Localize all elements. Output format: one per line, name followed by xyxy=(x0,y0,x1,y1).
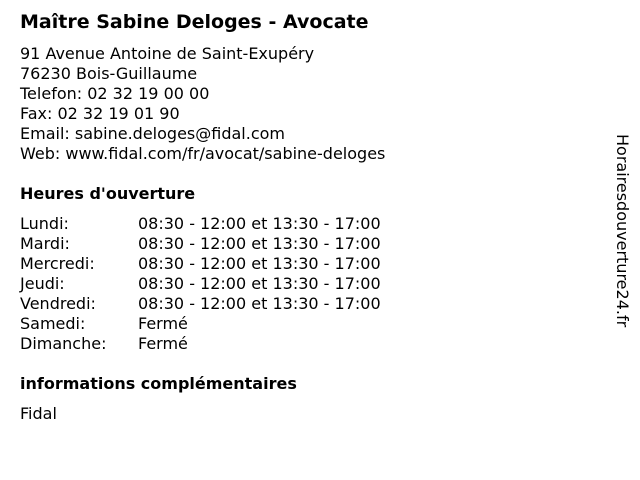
hours-row-monday xyxy=(20,214,381,234)
hours-row-thursday xyxy=(20,274,381,294)
site-watermark: Horairesdouverture24.fr xyxy=(613,134,632,328)
hours-value: 08:30 - 12:00 et 13:30 - 17:00 xyxy=(138,214,381,233)
fax-number: Fax: 02 32 19 01 90 xyxy=(20,104,180,123)
opening-hours-table xyxy=(20,214,381,354)
day-label: Mercredi: xyxy=(20,254,95,273)
address-line-2: 76230 Bois-Guillaume xyxy=(20,64,198,83)
additional-info-text: Fidal xyxy=(20,404,57,423)
day-label: Dimanche: xyxy=(20,334,107,353)
hours-value: 08:30 - 12:00 et 13:30 - 17:00 xyxy=(138,254,381,273)
hours-row-friday xyxy=(20,294,381,314)
hours-value: Fermé xyxy=(138,334,188,353)
website-url: Web: www.fidal.com/fr/avocat/sabine-deloges xyxy=(20,144,386,163)
phone-number: Telefon: 02 32 19 00 00 xyxy=(20,84,210,103)
address-line-1: 91 Avenue Antoine de Saint-Exupéry xyxy=(20,44,315,63)
contact-block xyxy=(20,44,385,164)
hours-value: 08:30 - 12:00 et 13:30 - 17:00 xyxy=(138,294,381,313)
hours-value: 08:30 - 12:00 et 13:30 - 17:00 xyxy=(138,274,381,293)
opening-hours-heading: Heures d'ouverture xyxy=(20,184,196,203)
email-address: Email: sabine.deloges@fidal.com xyxy=(20,124,285,143)
day-label: Samedi: xyxy=(20,314,86,333)
hours-row-tuesday xyxy=(20,234,381,254)
hours-value: 08:30 - 12:00 et 13:30 - 17:00 xyxy=(138,234,381,253)
day-label: Mardi: xyxy=(20,234,70,253)
hours-row-sunday xyxy=(20,334,381,354)
hours-value: Fermé xyxy=(138,314,188,333)
hours-row-saturday xyxy=(20,314,381,334)
page-title: Maître Sabine Deloges - Avocate xyxy=(20,11,369,33)
day-label: Lundi: xyxy=(20,214,69,233)
day-label: Jeudi: xyxy=(20,274,65,293)
day-label: Vendredi: xyxy=(20,294,96,313)
hours-row-wednesday xyxy=(20,254,381,274)
additional-info-heading: informations complémentaires xyxy=(20,374,297,393)
